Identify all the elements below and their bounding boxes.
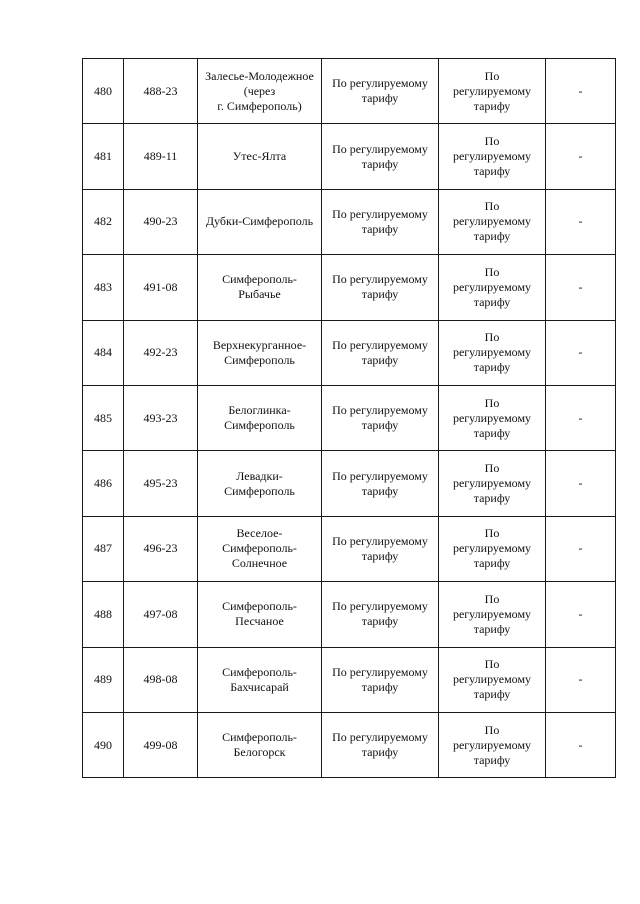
route-code: 493-23 <box>124 385 198 450</box>
table-row <box>83 712 616 777</box>
route-name: Залесье-Молодежное (через г. Симферополь) <box>198 59 322 124</box>
tariff-cell: По регулируемому тарифу <box>439 647 546 712</box>
table-row <box>83 451 616 516</box>
table-row <box>83 647 616 712</box>
row-number: 482 <box>83 189 124 254</box>
tariff-cell: По регулируемому тарифу <box>322 189 439 254</box>
route-name: Левадки- Симферополь <box>198 451 322 516</box>
route-name: Симферополь- Бахчисарай <box>198 647 322 712</box>
tariff-cell: По регулируемому тарифу <box>322 385 439 450</box>
row-number: 480 <box>83 59 124 124</box>
table-row <box>83 582 616 647</box>
row-number: 484 <box>83 320 124 385</box>
tariff-cell: По регулируемому тарифу <box>322 124 439 189</box>
extra-cell: - <box>546 124 616 189</box>
route-code: 496-23 <box>124 516 198 581</box>
route-name: Симферополь- Белогорск <box>198 712 322 777</box>
row-number: 485 <box>83 385 124 450</box>
extra-cell: - <box>546 516 616 581</box>
extra-cell: - <box>546 59 616 124</box>
extra-cell: - <box>546 385 616 450</box>
route-code: 488-23 <box>124 59 198 124</box>
tariff-cell: По регулируемому тарифу <box>322 320 439 385</box>
extra-cell: - <box>546 189 616 254</box>
table-row <box>83 59 616 124</box>
extra-cell: - <box>546 712 616 777</box>
route-code: 499-08 <box>124 712 198 777</box>
tariff-cell: По регулируемому тарифу <box>322 647 439 712</box>
route-code: 491-08 <box>124 255 198 320</box>
row-number: 489 <box>83 647 124 712</box>
route-code: 498-08 <box>124 647 198 712</box>
table-row <box>83 385 616 450</box>
tariff-cell: По регулируемому тарифу <box>439 255 546 320</box>
table-row <box>83 255 616 320</box>
row-number: 481 <box>83 124 124 189</box>
route-code: 492-23 <box>124 320 198 385</box>
tariff-cell: По регулируемому тарифу <box>322 255 439 320</box>
table-row <box>83 320 616 385</box>
route-code: 490-23 <box>124 189 198 254</box>
tariff-cell: По регулируемому тарифу <box>439 59 546 124</box>
route-name: Верхнекурганное- Симферополь <box>198 320 322 385</box>
routes-table <box>82 58 616 778</box>
tariff-cell: По регулируемому тарифу <box>322 582 439 647</box>
route-name: Дубки-Симферополь <box>198 189 322 254</box>
row-number: 490 <box>83 712 124 777</box>
route-code: 489-11 <box>124 124 198 189</box>
table-row <box>83 124 616 189</box>
row-number: 488 <box>83 582 124 647</box>
tariff-cell: По регулируемому тарифу <box>322 712 439 777</box>
route-code: 495-23 <box>124 451 198 516</box>
route-code: 497-08 <box>124 582 198 647</box>
routes-table-body <box>83 59 616 778</box>
extra-cell: - <box>546 582 616 647</box>
route-name: Симферополь- Рыбачье <box>198 255 322 320</box>
tariff-cell: По регулируемому тарифу <box>322 59 439 124</box>
row-number: 487 <box>83 516 124 581</box>
tariff-cell: По регулируемому тарифу <box>439 516 546 581</box>
table-row <box>83 516 616 581</box>
tariff-cell: По регулируемому тарифу <box>439 451 546 516</box>
extra-cell: - <box>546 320 616 385</box>
extra-cell: - <box>546 451 616 516</box>
tariff-cell: По регулируемому тарифу <box>439 124 546 189</box>
tariff-cell: По регулируемому тарифу <box>439 582 546 647</box>
extra-cell: - <box>546 255 616 320</box>
route-name: Симферополь- Песчаное <box>198 582 322 647</box>
tariff-cell: По регулируемому тарифу <box>439 189 546 254</box>
route-name: Белоглинка- Симферополь <box>198 385 322 450</box>
route-name: Веселое- Симферополь- Солнечное <box>198 516 322 581</box>
extra-cell: - <box>546 647 616 712</box>
route-name: Утес-Ялта <box>198 124 322 189</box>
tariff-cell: По регулируемому тарифу <box>322 451 439 516</box>
row-number: 483 <box>83 255 124 320</box>
tariff-cell: По регулируемому тарифу <box>439 385 546 450</box>
tariff-cell: По регулируемому тарифу <box>439 712 546 777</box>
row-number: 486 <box>83 451 124 516</box>
tariff-cell: По регулируемому тарифу <box>439 320 546 385</box>
tariff-cell: По регулируемому тарифу <box>322 516 439 581</box>
table-row <box>83 189 616 254</box>
